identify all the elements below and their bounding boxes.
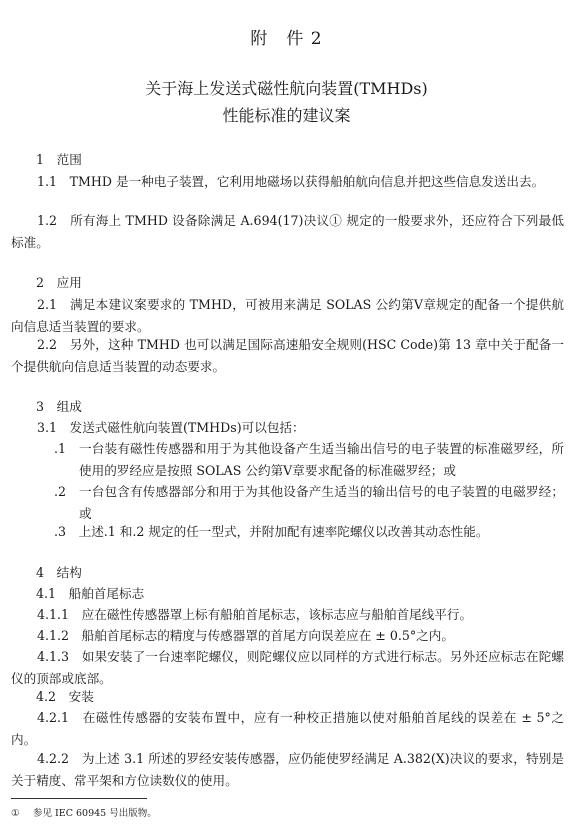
section-2-heading: 2 应用	[36, 275, 82, 290]
list-item-1: .1 一台装有磁性传感器和用于为其他设备产生适当输出信号的电子装置的标准磁罗经，所使用的罗经应是按照 SOLAS 公约第Ⅴ章要求配备的标准磁罗经；或	[54, 441, 564, 478]
annex-label: 附 件 2	[250, 29, 323, 49]
footnote-mark: ①	[11, 808, 20, 819]
paragraph-4-1-2: 4.1.2 船舶首尾标志的精度与传感器罩的首尾方向误差应在 ± 0.5°之内。	[37, 628, 454, 643]
footnote-separator	[11, 798, 147, 799]
paragraph-4-2-2: 4.2.2 为上述 3.1 所述的罗经安装传感器，应仍能使罗经满足 A.382(X)决议的要求，特别是关于精度、常平架和方位读数仪的使用。	[11, 751, 564, 788]
list-item-3: .3 上述.1 和.2 规定的任一型式，并附加配有速率陀螺仪以改善其动态性能。	[54, 524, 489, 539]
footnote	[11, 807, 157, 821]
section-3-heading: 3 组成	[36, 399, 82, 414]
document-title-line-2: 性能标准的建议案	[222, 106, 351, 125]
paragraph-1-1: 1.1 TMHD 是一种电子装置，它利用地磁场以获得船舶航向信息并把这些信息发送出去。	[37, 174, 545, 189]
list-item-2: .2 一台包含有传感器部分和用于为其他设备产生适当的输出信号的电子装置的电磁罗经；或	[54, 484, 564, 521]
subsection-4-1-heading: 4.1 船舶首尾标志	[36, 586, 145, 601]
document-title-line-1: 关于海上发送式磁性航向装置(TMHDs)	[145, 79, 428, 98]
paragraph-2-1: 2.1 满足本建议案要求的 TMHD，可被用来满足 SOLAS 公约第Ⅴ章规定的配备一个提供航向信息适当装置的要求。	[11, 297, 564, 334]
paragraph-4-2-1: 4.2.1 在磁性传感器的安装布置中，应有一种校正措施以使对船舶首尾线的误差在 ± 5°之内。	[11, 710, 564, 747]
paragraph-4-1-1: 4.1.1 应在磁性传感器罩上标有船舶首尾标志，该标志应与船舶首尾线平行。	[37, 607, 473, 622]
paragraph-1-2: 1.2 所有海上 TMHD 设备除满足 A.694(17)决议① 规定的一般要求外，还应符合下列最低标准。	[11, 213, 564, 250]
footnote-text: 参见 IEC 60945 号出版物。	[33, 808, 157, 819]
paragraph-3-1: 3.1 发送式磁性航向装置(TMHDs)可以包括：	[37, 420, 305, 435]
section-1-heading: 1 范围	[36, 152, 82, 167]
section-4-heading: 4 结构	[36, 565, 82, 580]
paragraph-2-2: 2.2 另外，这种 TMHD 也可以满足国际高速船安全规则(HSC Code)第 13 章中关于配备一个提供航向信息适当装置的动态要求。	[11, 337, 564, 374]
subsection-4-2-heading: 4.2 安装	[36, 689, 94, 704]
paragraph-4-1-3: 4.1.3 如果安装了一台速率陀螺仪，则陀螺仪应以同样的方式进行标志。另外还应标志在陀螺仪的顶部或底部。	[11, 649, 564, 686]
